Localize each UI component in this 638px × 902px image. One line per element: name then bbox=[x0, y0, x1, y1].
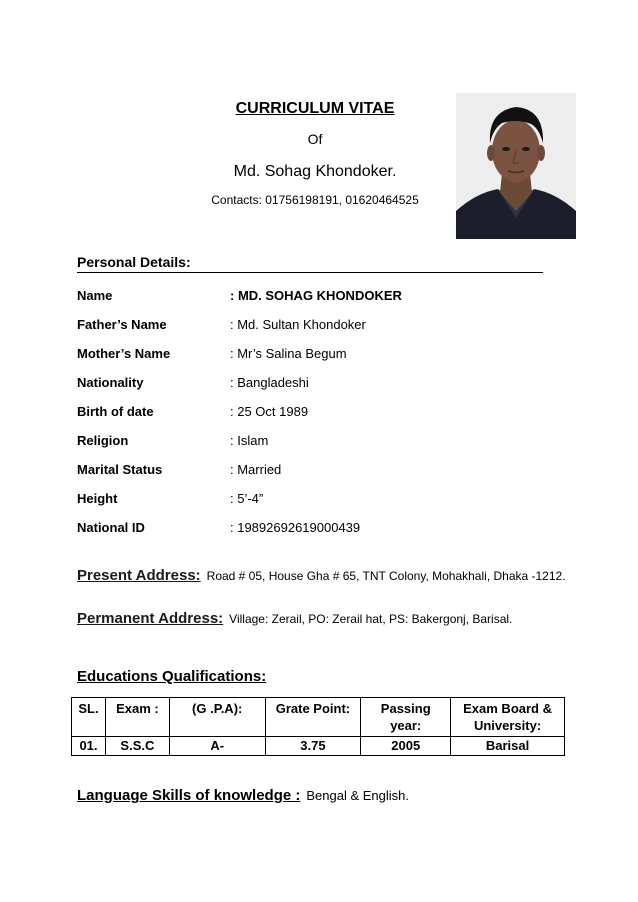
cell-sl: 01. bbox=[72, 737, 106, 756]
detail-value: : Md. Sultan Khondoker bbox=[230, 317, 366, 332]
present-address bbox=[77, 567, 566, 584]
column-header-exam-board: Exam Board & University: bbox=[451, 698, 565, 737]
cell-gpa: A- bbox=[169, 737, 265, 756]
detail-value: : Married bbox=[230, 462, 282, 477]
detail-value: : Bangladeshi bbox=[230, 375, 309, 390]
detail-value: : 5’-4” bbox=[230, 491, 264, 506]
detail-value: : 19892692619000439 bbox=[230, 520, 361, 535]
language-skills-heading: Language Skills of knowledge : bbox=[77, 787, 301, 804]
detail-label: Birth of date bbox=[77, 404, 154, 419]
education-table bbox=[71, 697, 565, 756]
document-title: CURRICULUM VITAE bbox=[235, 100, 395, 117]
detail-row-nationality bbox=[77, 375, 547, 395]
detail-row-name bbox=[77, 288, 547, 308]
detail-row-father-name bbox=[77, 317, 547, 337]
cell-grade-point: 3.75 bbox=[265, 737, 361, 756]
detail-value: : 25 Oct 1989 bbox=[230, 404, 309, 419]
detail-label: Marital Status bbox=[77, 462, 163, 477]
detail-value: : Mr’s Salina Begum bbox=[230, 346, 347, 361]
candidate-name: Md. Sohag Khondoker. bbox=[233, 163, 397, 180]
detail-label: Father’s Name bbox=[77, 317, 167, 332]
contacts-line: Contacts: 01756198191, 01620464525 bbox=[211, 193, 419, 207]
detail-value: : Islam bbox=[230, 433, 269, 448]
column-header-sl: SL. bbox=[72, 698, 106, 737]
detail-row-marital-status bbox=[77, 462, 547, 482]
cell-passing-year: 2005 bbox=[361, 737, 451, 756]
detail-row-national-id bbox=[77, 520, 547, 540]
cell-exam-board: Barisal bbox=[451, 737, 565, 756]
detail-row-mother-name bbox=[77, 346, 547, 366]
detail-label: Religion bbox=[77, 433, 129, 448]
language-skills bbox=[77, 787, 409, 804]
column-header-grade-point: Grate Point: bbox=[265, 698, 361, 737]
education-heading: Educations Qualifications: bbox=[77, 668, 267, 685]
detail-label: Mother’s Name bbox=[77, 346, 171, 361]
table-row bbox=[72, 737, 565, 756]
section-divider bbox=[77, 272, 543, 273]
column-header-exam: Exam : bbox=[105, 698, 169, 737]
profile-photo bbox=[456, 93, 576, 239]
detail-label: Height bbox=[77, 491, 118, 506]
personal-details-heading: Personal Details: bbox=[77, 254, 191, 270]
detail-value: : MD. SOHAG KHONDOKER bbox=[230, 288, 402, 303]
detail-label: Name bbox=[77, 288, 113, 303]
present-address-text: Road # 05, House Gha # 65, TNT Colony, Mohakhali, Dhaka -1212. bbox=[206, 569, 566, 583]
language-skills-text: Bengal & English. bbox=[306, 788, 409, 803]
permanent-address-text: Village: Zerail, PO: Zerail hat, PS: Bakergonj, Barisal. bbox=[229, 612, 513, 626]
education-table-header bbox=[72, 698, 565, 737]
detail-label: National ID bbox=[77, 520, 145, 535]
profile-photo-image bbox=[456, 93, 576, 239]
title-of: Of bbox=[307, 131, 323, 147]
column-header-passing-year: Passing year: bbox=[361, 698, 451, 737]
detail-row-height bbox=[77, 491, 547, 511]
cell-exam: S.S.C bbox=[105, 737, 169, 756]
detail-row-birth-date bbox=[77, 404, 547, 424]
detail-label: Nationality bbox=[77, 375, 144, 390]
detail-row-religion bbox=[77, 433, 547, 453]
permanent-address-heading: Permanent Address: bbox=[77, 610, 224, 627]
permanent-address bbox=[77, 610, 512, 627]
column-header-gpa: (G .P.A): bbox=[169, 698, 265, 737]
present-address-heading: Present Address: bbox=[77, 567, 201, 584]
